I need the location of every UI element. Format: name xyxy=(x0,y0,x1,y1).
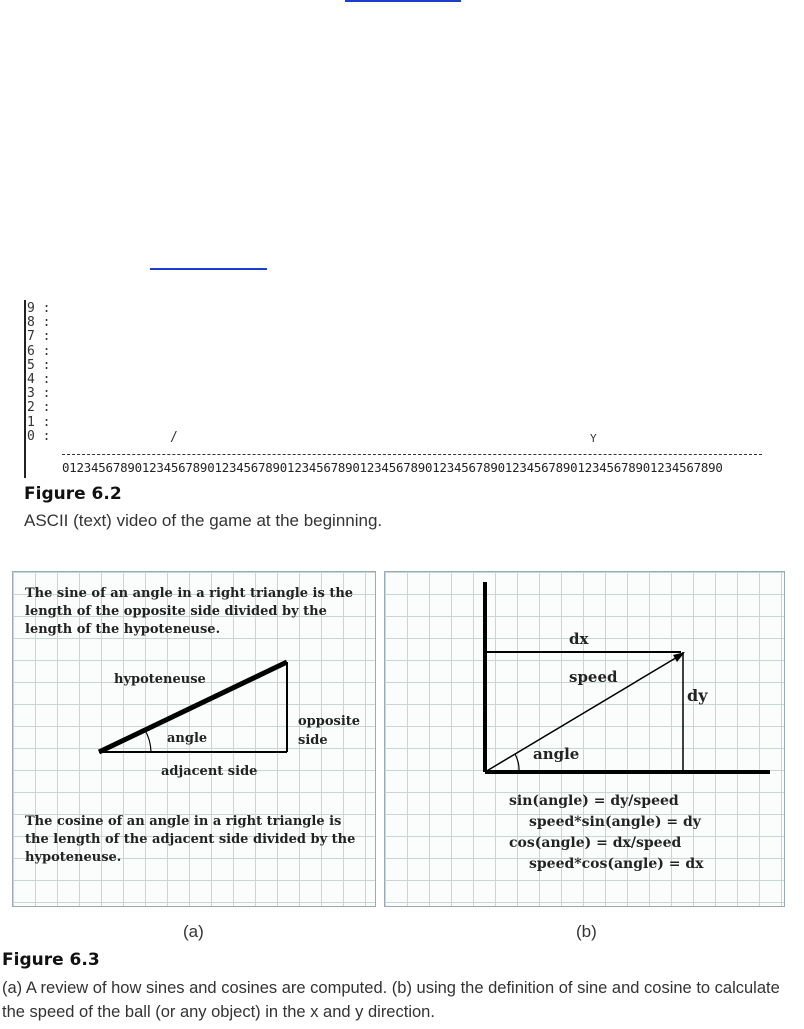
cosine-definition: The cosine of an angle in a right triangle is the length of the adjacent side divided by the hypoteneuse. xyxy=(25,814,356,865)
ascii-ball-slash: / xyxy=(170,430,178,445)
figure-6-2-label: Figure 6.2 xyxy=(24,484,122,504)
adjacent-label: adjacent side xyxy=(161,764,258,779)
ascii-row: 5 : xyxy=(27,357,51,373)
panel-b-sublabel: (b) xyxy=(576,922,597,941)
ascii-target-y: Y xyxy=(590,432,597,445)
hypoteneuse-label: hypoteneuse xyxy=(114,672,206,687)
panel-a xyxy=(12,571,376,907)
angle-arc-b xyxy=(515,754,519,772)
equation-speed-sin: speed*sin(angle) = dy xyxy=(529,814,701,830)
ascii-row: 3 : xyxy=(27,386,51,402)
top-link-underline[interactable] xyxy=(345,0,461,2)
equation-cos: cos(angle) = dx/speed xyxy=(509,835,682,851)
figure-6-3-label: Figure 6.3 xyxy=(2,950,100,970)
angle-arc xyxy=(145,730,151,752)
opposite-label-line2: side xyxy=(298,733,328,748)
panel-b xyxy=(384,571,785,907)
ascii-row: 0 : xyxy=(27,428,51,444)
ascii-row: 4 : xyxy=(27,371,51,387)
opposite-label-line1: opposite xyxy=(298,714,361,729)
ascii-left-border xyxy=(24,300,26,478)
angle-label-b: angle xyxy=(533,745,580,763)
sine-definition: The sine of an angle in a right triangle is the length of the opposite side divided by the length of the hypoteneuse. xyxy=(25,586,354,637)
ascii-row-labels xyxy=(27,302,50,444)
panel-a-sublabel: (a) xyxy=(183,922,204,941)
ascii-dashed-ground xyxy=(62,454,762,455)
dx-label: dx xyxy=(569,630,589,648)
ascii-row: 9 : xyxy=(27,301,51,316)
speed-label: speed xyxy=(569,668,618,686)
ascii-row: 8 : xyxy=(27,315,51,331)
equation-sin: sin(angle) = dy/speed xyxy=(509,793,679,809)
ascii-row: 7 : xyxy=(27,329,51,345)
dy-label: dy xyxy=(687,686,708,705)
ascii-row: 1 : xyxy=(27,414,51,430)
ascii-number-line: 0123456789012345678901234567890123456789012345678901234567890123456789012345678901234567890 xyxy=(62,460,723,475)
mid-link-underline[interactable] xyxy=(150,268,267,270)
equation-speed-cos: speed*cos(angle) = dx xyxy=(529,856,704,872)
figure-6-3-caption: (a) A review of how sines and cosines are computed. (b) using the definition of sine and cosine to calculate the speed of the ball (or any object) in the x and y direction. xyxy=(2,979,780,1021)
angle-label-a: angle xyxy=(167,731,208,746)
figure-6-2-caption: ASCII (text) video of the game at the beginning. xyxy=(24,511,383,530)
ascii-row: 6 : xyxy=(27,343,51,359)
ascii-row: 2 : xyxy=(27,400,51,416)
